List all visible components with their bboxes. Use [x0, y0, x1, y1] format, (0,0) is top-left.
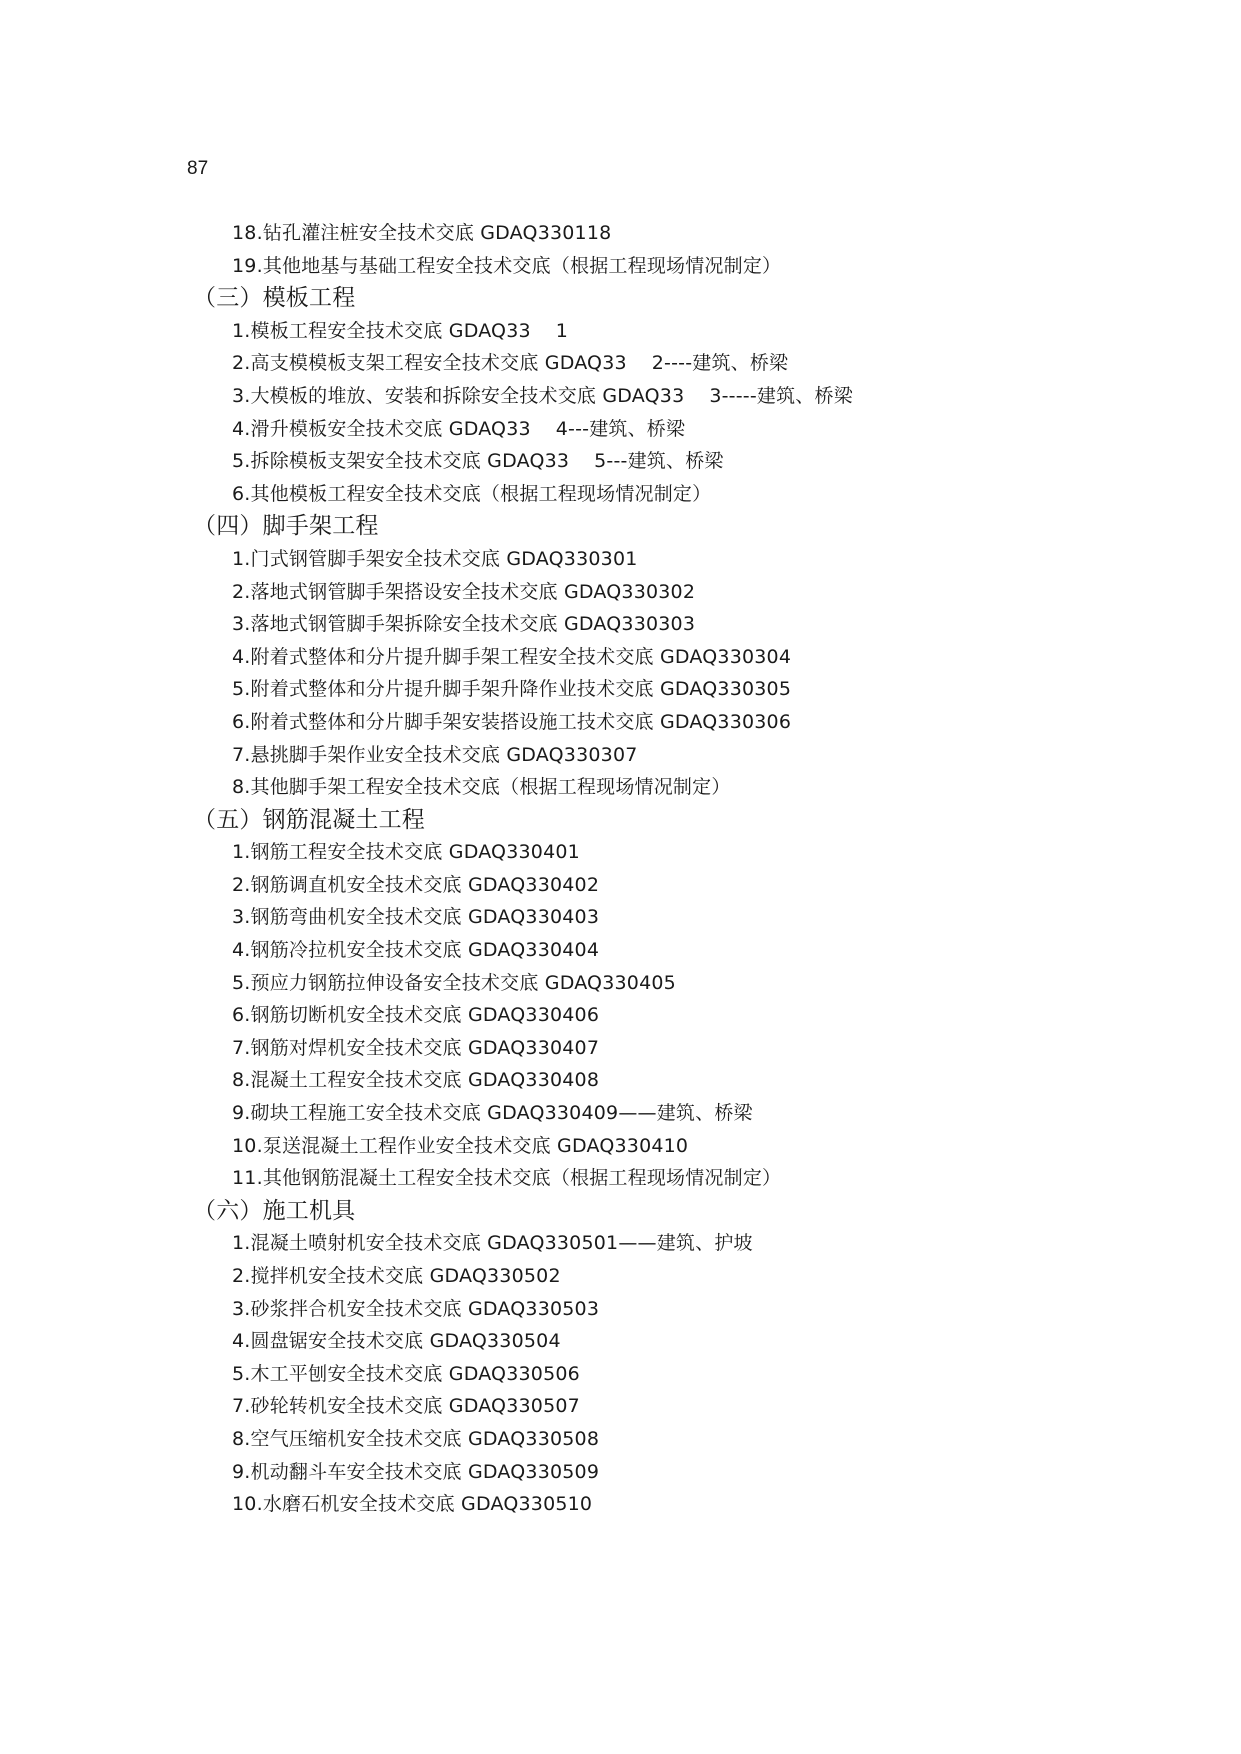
list-item: 4.附着式整体和分片提升脚手架工程安全技术交底 GDAQ330304 — [232, 645, 792, 668]
list-item: 9.机动翻斗车安全技术交底 GDAQ330509 — [232, 1460, 600, 1483]
list-item: 7.砂轮转机安全技术交底 GDAQ330507 — [232, 1395, 580, 1418]
section-heading: （三）模板工程 — [193, 285, 356, 312]
list-item: 5.木工平刨安全技术交底 GDAQ330506 — [232, 1362, 580, 1385]
list-item: 10.水磨石机安全技术交底 GDAQ330510 — [232, 1493, 593, 1516]
list-item: 1.混凝土喷射机安全技术交底 GDAQ330501——建筑、护坡 — [232, 1232, 753, 1255]
list-item: 1.门式钢管脚手架安全技术交底 GDAQ330301 — [232, 547, 638, 570]
list-item: 7.悬挑脚手架作业安全技术交底 GDAQ330307 — [232, 743, 638, 766]
list-item: 3.砂浆拌合机安全技术交底 GDAQ330503 — [232, 1297, 600, 1320]
list-item: 7.钢筋对焊机安全技术交底 GDAQ330407 — [232, 1036, 600, 1059]
list-item: 6.附着式整体和分片脚手架安装搭设施工技术交底 GDAQ330306 — [232, 710, 792, 733]
list-item: 10.泵送混凝土工程作业安全技术交底 GDAQ330410 — [232, 1134, 689, 1157]
list-item: 2.高支模模板支架工程安全技术交底 GDAQ33 2----建筑、桥梁 — [232, 352, 789, 375]
list-item: 6.其他模板工程安全技术交底（根据工程现场情况制定） — [232, 482, 712, 505]
list-item: 1.钢筋工程安全技术交底 GDAQ330401 — [232, 841, 580, 864]
section-heading: （四）脚手架工程 — [193, 513, 379, 540]
list-item: 11.其他钢筋混凝土工程安全技术交底（根据工程现场情况制定） — [232, 1167, 782, 1190]
section-heading: （六）施工机具 — [193, 1197, 356, 1224]
list-item: 6.钢筋切断机安全技术交底 GDAQ330406 — [232, 1004, 600, 1027]
list-item: 19.其他地基与基础工程安全技术交底（根据工程现场情况制定） — [232, 254, 782, 277]
list-item: 3.落地式钢管脚手架拆除安全技术交底 GDAQ330303 — [232, 613, 696, 636]
list-item: 3.钢筋弯曲机安全技术交底 GDAQ330403 — [232, 906, 600, 929]
list-item: 5.附着式整体和分片提升脚手架升降作业技术交底 GDAQ330305 — [232, 678, 792, 701]
list-item: 8.混凝土工程安全技术交底 GDAQ330408 — [232, 1069, 600, 1092]
list-item: 4.钢筋冷拉机安全技术交底 GDAQ330404 — [232, 939, 600, 962]
list-item: 18.钻孔灌注桩安全技术交底 GDAQ330118 — [232, 222, 612, 244]
list-item: 4.滑升模板安全技术交底 GDAQ33 4---建筑、桥梁 — [232, 417, 686, 440]
list-item: 8.其他脚手架工程安全技术交底（根据工程现场情况制定） — [232, 776, 731, 799]
list-item: 5.拆除模板支架安全技术交底 GDAQ33 5---建筑、桥梁 — [232, 450, 724, 473]
page-number: 87 — [187, 158, 209, 179]
list-item: 1.模板工程安全技术交底 GDAQ33 1 — [232, 319, 569, 342]
list-item: 2.落地式钢管脚手架搭设安全技术交底 GDAQ330302 — [232, 580, 696, 603]
document-body — [0, 217, 1241, 1521]
section-heading: （五）钢筋混凝土工程 — [193, 806, 425, 833]
list-item: 8.空气压缩机安全技术交底 GDAQ330508 — [232, 1427, 600, 1450]
list-item: 2.搅拌机安全技术交底 GDAQ330502 — [232, 1265, 561, 1287]
list-item: 3.大模板的堆放、安装和拆除安全技术交底 GDAQ33 3-----建筑、桥梁 — [232, 384, 853, 407]
list-item: 5.预应力钢筋拉伸设备安全技术交底 GDAQ330405 — [232, 971, 676, 994]
list-item: 2.钢筋调直机安全技术交底 GDAQ330402 — [232, 873, 600, 896]
list-item: 4.圆盘锯安全技术交底 GDAQ330504 — [232, 1330, 561, 1353]
list-item: 9.砌块工程施工安全技术交底 GDAQ330409——建筑、桥梁 — [232, 1102, 753, 1125]
